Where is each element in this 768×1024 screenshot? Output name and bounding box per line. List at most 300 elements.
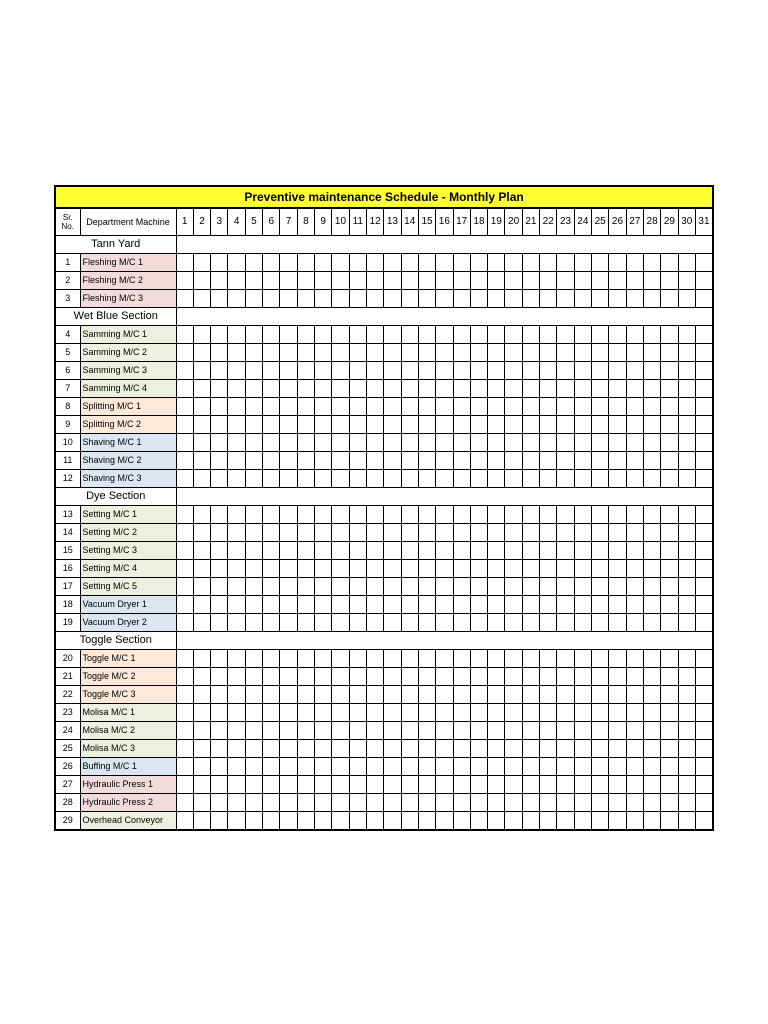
day-cell[interactable] <box>280 416 297 434</box>
day-cell[interactable] <box>401 794 418 812</box>
day-cell[interactable] <box>574 470 591 488</box>
day-cell[interactable] <box>263 470 280 488</box>
day-cell[interactable] <box>263 686 280 704</box>
day-cell[interactable] <box>540 794 557 812</box>
day-cell[interactable] <box>176 704 193 722</box>
day-cell[interactable] <box>661 650 678 668</box>
day-cell[interactable] <box>505 452 522 470</box>
day-cell[interactable] <box>280 812 297 831</box>
day-cell[interactable] <box>280 740 297 758</box>
day-cell[interactable] <box>176 776 193 794</box>
day-cell[interactable] <box>626 398 643 416</box>
day-cell[interactable] <box>453 650 470 668</box>
day-cell[interactable] <box>678 506 695 524</box>
day-cell[interactable] <box>332 470 349 488</box>
day-cell[interactable] <box>193 344 210 362</box>
day-cell[interactable] <box>280 524 297 542</box>
day-cell[interactable] <box>678 362 695 380</box>
day-cell[interactable] <box>678 596 695 614</box>
day-cell[interactable] <box>505 578 522 596</box>
day-cell[interactable] <box>592 722 609 740</box>
day-cell[interactable] <box>695 326 713 344</box>
day-cell[interactable] <box>695 470 713 488</box>
day-cell[interactable] <box>263 740 280 758</box>
day-cell[interactable] <box>315 470 332 488</box>
day-cell[interactable] <box>488 668 505 686</box>
day-cell[interactable] <box>488 560 505 578</box>
day-cell[interactable] <box>245 434 262 452</box>
day-cell[interactable] <box>297 506 314 524</box>
day-cell[interactable] <box>349 758 366 776</box>
day-cell[interactable] <box>176 686 193 704</box>
day-cell[interactable] <box>436 686 453 704</box>
day-cell[interactable] <box>280 614 297 632</box>
day-cell[interactable] <box>193 686 210 704</box>
day-cell[interactable] <box>626 362 643 380</box>
day-cell[interactable] <box>315 686 332 704</box>
day-cell[interactable] <box>695 758 713 776</box>
day-cell[interactable] <box>626 326 643 344</box>
day-cell[interactable] <box>488 398 505 416</box>
day-cell[interactable] <box>228 398 245 416</box>
day-cell[interactable] <box>522 668 539 686</box>
day-cell[interactable] <box>609 416 626 434</box>
day-cell[interactable] <box>211 560 228 578</box>
day-cell[interactable] <box>470 722 487 740</box>
day-cell[interactable] <box>574 362 591 380</box>
day-cell[interactable] <box>574 650 591 668</box>
day-cell[interactable] <box>401 470 418 488</box>
day-cell[interactable] <box>488 650 505 668</box>
day-cell[interactable] <box>349 470 366 488</box>
day-cell[interactable] <box>384 524 401 542</box>
day-cell[interactable] <box>574 434 591 452</box>
day-cell[interactable] <box>695 524 713 542</box>
day-cell[interactable] <box>436 794 453 812</box>
day-cell[interactable] <box>453 740 470 758</box>
day-cell[interactable] <box>453 812 470 831</box>
day-cell[interactable] <box>436 704 453 722</box>
day-cell[interactable] <box>695 668 713 686</box>
day-cell[interactable] <box>366 758 383 776</box>
day-cell[interactable] <box>643 758 660 776</box>
day-cell[interactable] <box>540 416 557 434</box>
day-cell[interactable] <box>592 470 609 488</box>
day-cell[interactable] <box>332 722 349 740</box>
day-cell[interactable] <box>661 434 678 452</box>
day-cell[interactable] <box>540 596 557 614</box>
day-cell[interactable] <box>540 776 557 794</box>
day-cell[interactable] <box>315 542 332 560</box>
day-cell[interactable] <box>453 272 470 290</box>
day-cell[interactable] <box>488 740 505 758</box>
day-cell[interactable] <box>557 722 574 740</box>
day-cell[interactable] <box>592 272 609 290</box>
day-cell[interactable] <box>540 686 557 704</box>
day-cell[interactable] <box>280 686 297 704</box>
day-cell[interactable] <box>384 380 401 398</box>
day-cell[interactable] <box>280 596 297 614</box>
day-cell[interactable] <box>574 524 591 542</box>
day-cell[interactable] <box>540 722 557 740</box>
day-cell[interactable] <box>366 740 383 758</box>
day-cell[interactable] <box>522 362 539 380</box>
day-cell[interactable] <box>557 686 574 704</box>
day-cell[interactable] <box>366 704 383 722</box>
day-cell[interactable] <box>695 722 713 740</box>
day-cell[interactable] <box>557 740 574 758</box>
day-cell[interactable] <box>453 686 470 704</box>
day-cell[interactable] <box>366 290 383 308</box>
day-cell[interactable] <box>418 722 435 740</box>
day-cell[interactable] <box>228 722 245 740</box>
day-cell[interactable] <box>245 704 262 722</box>
day-cell[interactable] <box>540 812 557 831</box>
day-cell[interactable] <box>349 380 366 398</box>
day-cell[interactable] <box>470 776 487 794</box>
day-cell[interactable] <box>332 614 349 632</box>
day-cell[interactable] <box>193 596 210 614</box>
day-cell[interactable] <box>280 560 297 578</box>
day-cell[interactable] <box>557 398 574 416</box>
day-cell[interactable] <box>626 380 643 398</box>
day-cell[interactable] <box>695 398 713 416</box>
day-cell[interactable] <box>470 650 487 668</box>
day-cell[interactable] <box>418 794 435 812</box>
day-cell[interactable] <box>592 614 609 632</box>
day-cell[interactable] <box>297 272 314 290</box>
day-cell[interactable] <box>349 290 366 308</box>
day-cell[interactable] <box>609 560 626 578</box>
day-cell[interactable] <box>228 290 245 308</box>
day-cell[interactable] <box>418 668 435 686</box>
day-cell[interactable] <box>263 704 280 722</box>
day-cell[interactable] <box>470 506 487 524</box>
day-cell[interactable] <box>211 290 228 308</box>
day-cell[interactable] <box>661 398 678 416</box>
day-cell[interactable] <box>470 380 487 398</box>
day-cell[interactable] <box>574 254 591 272</box>
day-cell[interactable] <box>384 434 401 452</box>
day-cell[interactable] <box>557 560 574 578</box>
day-cell[interactable] <box>263 290 280 308</box>
day-cell[interactable] <box>505 506 522 524</box>
day-cell[interactable] <box>436 254 453 272</box>
day-cell[interactable] <box>228 614 245 632</box>
day-cell[interactable] <box>643 740 660 758</box>
day-cell[interactable] <box>557 290 574 308</box>
day-cell[interactable] <box>540 740 557 758</box>
day-cell[interactable] <box>418 740 435 758</box>
day-cell[interactable] <box>211 398 228 416</box>
day-cell[interactable] <box>332 434 349 452</box>
day-cell[interactable] <box>470 740 487 758</box>
day-cell[interactable] <box>643 254 660 272</box>
day-cell[interactable] <box>401 452 418 470</box>
day-cell[interactable] <box>505 416 522 434</box>
day-cell[interactable] <box>505 614 522 632</box>
day-cell[interactable] <box>453 434 470 452</box>
day-cell[interactable] <box>401 614 418 632</box>
day-cell[interactable] <box>418 578 435 596</box>
day-cell[interactable] <box>522 722 539 740</box>
day-cell[interactable] <box>176 578 193 596</box>
day-cell[interactable] <box>470 524 487 542</box>
day-cell[interactable] <box>228 524 245 542</box>
day-cell[interactable] <box>418 398 435 416</box>
day-cell[interactable] <box>661 452 678 470</box>
day-cell[interactable] <box>297 722 314 740</box>
day-cell[interactable] <box>211 704 228 722</box>
day-cell[interactable] <box>263 650 280 668</box>
day-cell[interactable] <box>695 650 713 668</box>
day-cell[interactable] <box>505 686 522 704</box>
day-cell[interactable] <box>176 254 193 272</box>
day-cell[interactable] <box>626 506 643 524</box>
day-cell[interactable] <box>661 542 678 560</box>
day-cell[interactable] <box>245 272 262 290</box>
day-cell[interactable] <box>540 344 557 362</box>
day-cell[interactable] <box>332 344 349 362</box>
day-cell[interactable] <box>609 254 626 272</box>
day-cell[interactable] <box>695 290 713 308</box>
day-cell[interactable] <box>280 650 297 668</box>
day-cell[interactable] <box>332 452 349 470</box>
day-cell[interactable] <box>436 812 453 831</box>
day-cell[interactable] <box>176 524 193 542</box>
day-cell[interactable] <box>609 596 626 614</box>
day-cell[interactable] <box>643 812 660 831</box>
day-cell[interactable] <box>297 740 314 758</box>
day-cell[interactable] <box>436 542 453 560</box>
day-cell[interactable] <box>193 812 210 831</box>
day-cell[interactable] <box>505 722 522 740</box>
day-cell[interactable] <box>522 740 539 758</box>
day-cell[interactable] <box>280 272 297 290</box>
day-cell[interactable] <box>193 758 210 776</box>
day-cell[interactable] <box>609 434 626 452</box>
day-cell[interactable] <box>574 614 591 632</box>
day-cell[interactable] <box>384 722 401 740</box>
day-cell[interactable] <box>695 542 713 560</box>
day-cell[interactable] <box>609 344 626 362</box>
day-cell[interactable] <box>661 740 678 758</box>
day-cell[interactable] <box>211 578 228 596</box>
day-cell[interactable] <box>453 560 470 578</box>
day-cell[interactable] <box>228 686 245 704</box>
day-cell[interactable] <box>263 542 280 560</box>
day-cell[interactable] <box>384 344 401 362</box>
day-cell[interactable] <box>436 578 453 596</box>
day-cell[interactable] <box>643 596 660 614</box>
day-cell[interactable] <box>540 290 557 308</box>
day-cell[interactable] <box>349 272 366 290</box>
day-cell[interactable] <box>280 722 297 740</box>
day-cell[interactable] <box>280 758 297 776</box>
day-cell[interactable] <box>193 326 210 344</box>
day-cell[interactable] <box>384 398 401 416</box>
day-cell[interactable] <box>384 254 401 272</box>
day-cell[interactable] <box>574 506 591 524</box>
day-cell[interactable] <box>315 506 332 524</box>
day-cell[interactable] <box>470 290 487 308</box>
day-cell[interactable] <box>193 380 210 398</box>
day-cell[interactable] <box>436 380 453 398</box>
day-cell[interactable] <box>436 416 453 434</box>
day-cell[interactable] <box>453 542 470 560</box>
day-cell[interactable] <box>505 434 522 452</box>
day-cell[interactable] <box>643 362 660 380</box>
day-cell[interactable] <box>401 578 418 596</box>
day-cell[interactable] <box>574 740 591 758</box>
day-cell[interactable] <box>574 794 591 812</box>
day-cell[interactable] <box>453 578 470 596</box>
day-cell[interactable] <box>488 452 505 470</box>
day-cell[interactable] <box>557 452 574 470</box>
day-cell[interactable] <box>695 614 713 632</box>
day-cell[interactable] <box>366 542 383 560</box>
day-cell[interactable] <box>592 596 609 614</box>
day-cell[interactable] <box>401 416 418 434</box>
day-cell[interactable] <box>522 776 539 794</box>
day-cell[interactable] <box>245 506 262 524</box>
day-cell[interactable] <box>522 794 539 812</box>
day-cell[interactable] <box>574 722 591 740</box>
day-cell[interactable] <box>228 776 245 794</box>
day-cell[interactable] <box>401 434 418 452</box>
day-cell[interactable] <box>557 704 574 722</box>
day-cell[interactable] <box>470 452 487 470</box>
day-cell[interactable] <box>540 272 557 290</box>
day-cell[interactable] <box>470 578 487 596</box>
day-cell[interactable] <box>436 650 453 668</box>
day-cell[interactable] <box>661 362 678 380</box>
day-cell[interactable] <box>263 776 280 794</box>
day-cell[interactable] <box>366 434 383 452</box>
day-cell[interactable] <box>332 596 349 614</box>
day-cell[interactable] <box>609 722 626 740</box>
day-cell[interactable] <box>453 722 470 740</box>
day-cell[interactable] <box>661 704 678 722</box>
day-cell[interactable] <box>643 290 660 308</box>
day-cell[interactable] <box>626 614 643 632</box>
day-cell[interactable] <box>228 434 245 452</box>
day-cell[interactable] <box>193 650 210 668</box>
day-cell[interactable] <box>453 326 470 344</box>
day-cell[interactable] <box>522 686 539 704</box>
day-cell[interactable] <box>661 344 678 362</box>
day-cell[interactable] <box>366 812 383 831</box>
day-cell[interactable] <box>193 776 210 794</box>
day-cell[interactable] <box>557 650 574 668</box>
day-cell[interactable] <box>228 380 245 398</box>
day-cell[interactable] <box>609 776 626 794</box>
day-cell[interactable] <box>366 470 383 488</box>
day-cell[interactable] <box>488 542 505 560</box>
day-cell[interactable] <box>453 344 470 362</box>
day-cell[interactable] <box>297 344 314 362</box>
day-cell[interactable] <box>592 740 609 758</box>
day-cell[interactable] <box>332 812 349 831</box>
day-cell[interactable] <box>609 686 626 704</box>
day-cell[interactable] <box>643 506 660 524</box>
day-cell[interactable] <box>574 380 591 398</box>
day-cell[interactable] <box>540 578 557 596</box>
day-cell[interactable] <box>678 722 695 740</box>
day-cell[interactable] <box>609 704 626 722</box>
day-cell[interactable] <box>384 758 401 776</box>
day-cell[interactable] <box>176 560 193 578</box>
day-cell[interactable] <box>176 542 193 560</box>
day-cell[interactable] <box>263 560 280 578</box>
day-cell[interactable] <box>315 722 332 740</box>
day-cell[interactable] <box>643 686 660 704</box>
day-cell[interactable] <box>678 290 695 308</box>
day-cell[interactable] <box>574 776 591 794</box>
day-cell[interactable] <box>297 560 314 578</box>
day-cell[interactable] <box>297 254 314 272</box>
day-cell[interactable] <box>228 416 245 434</box>
day-cell[interactable] <box>470 326 487 344</box>
day-cell[interactable] <box>540 398 557 416</box>
day-cell[interactable] <box>505 380 522 398</box>
day-cell[interactable] <box>626 452 643 470</box>
day-cell[interactable] <box>418 452 435 470</box>
day-cell[interactable] <box>228 812 245 831</box>
day-cell[interactable] <box>436 452 453 470</box>
day-cell[interactable] <box>592 686 609 704</box>
day-cell[interactable] <box>280 542 297 560</box>
day-cell[interactable] <box>418 542 435 560</box>
day-cell[interactable] <box>366 668 383 686</box>
day-cell[interactable] <box>453 524 470 542</box>
day-cell[interactable] <box>522 380 539 398</box>
day-cell[interactable] <box>592 542 609 560</box>
day-cell[interactable] <box>418 596 435 614</box>
day-cell[interactable] <box>557 470 574 488</box>
day-cell[interactable] <box>643 272 660 290</box>
day-cell[interactable] <box>436 506 453 524</box>
day-cell[interactable] <box>453 776 470 794</box>
day-cell[interactable] <box>540 650 557 668</box>
day-cell[interactable] <box>315 524 332 542</box>
day-cell[interactable] <box>488 794 505 812</box>
day-cell[interactable] <box>470 560 487 578</box>
day-cell[interactable] <box>661 812 678 831</box>
day-cell[interactable] <box>695 380 713 398</box>
day-cell[interactable] <box>176 812 193 831</box>
day-cell[interactable] <box>522 614 539 632</box>
day-cell[interactable] <box>609 578 626 596</box>
day-cell[interactable] <box>643 524 660 542</box>
day-cell[interactable] <box>176 794 193 812</box>
day-cell[interactable] <box>557 434 574 452</box>
day-cell[interactable] <box>349 398 366 416</box>
day-cell[interactable] <box>574 290 591 308</box>
day-cell[interactable] <box>263 326 280 344</box>
day-cell[interactable] <box>332 326 349 344</box>
day-cell[interactable] <box>228 362 245 380</box>
day-cell[interactable] <box>193 416 210 434</box>
day-cell[interactable] <box>297 326 314 344</box>
day-cell[interactable] <box>678 794 695 812</box>
day-cell[interactable] <box>418 470 435 488</box>
day-cell[interactable] <box>678 650 695 668</box>
day-cell[interactable] <box>557 668 574 686</box>
day-cell[interactable] <box>574 398 591 416</box>
day-cell[interactable] <box>488 578 505 596</box>
day-cell[interactable] <box>245 416 262 434</box>
